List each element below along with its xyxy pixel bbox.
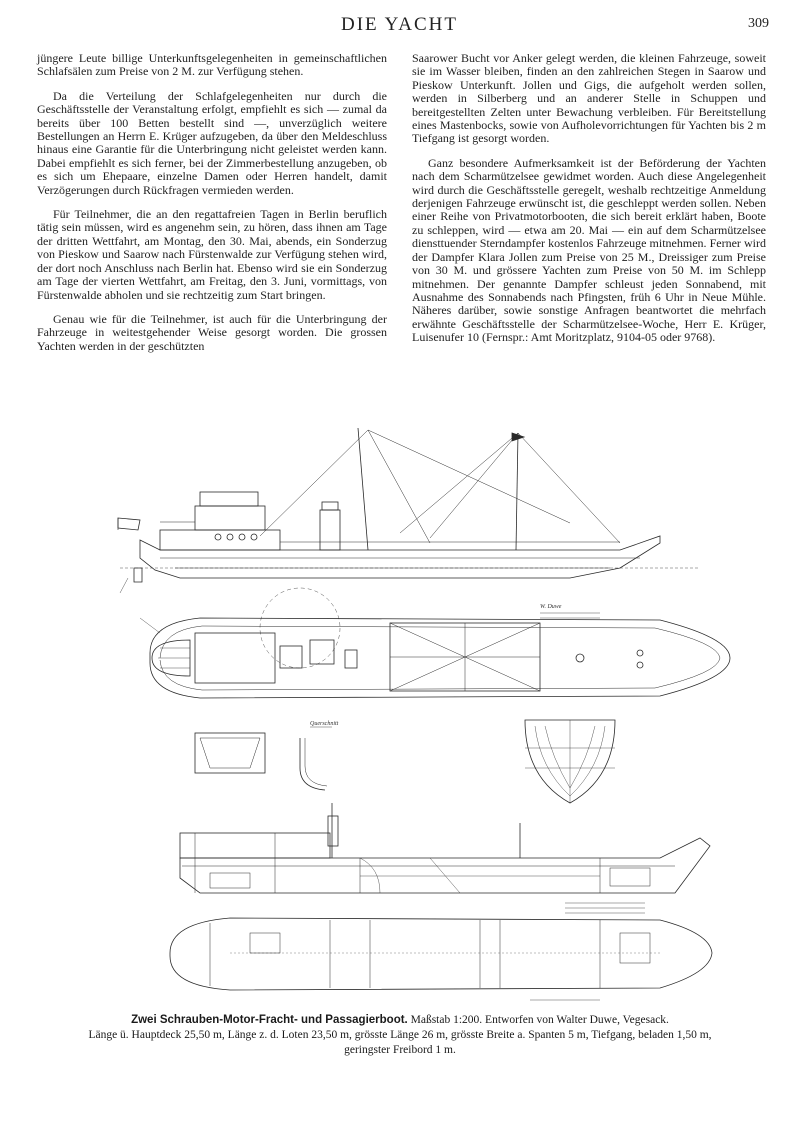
hold-plan-view bbox=[170, 918, 712, 1000]
paragraph: Ganz besondere Aufmerksamkeit ist der Beförderung der Yachten nach dem Scharmützelsee gewidmet worden. Auch diese Angelegenheit wird durch die Geschäftsstelle geregelt, weshalb rechtzeitige Anmeldung derjenigen Fahrzeuge erwünscht ist, die geschleppt werden sollen. Neben einer Reihe von Privatmotorbooten, die sich bereit erklärt haben, Boote zu schleppen, wird — etwa am 20. Mai — ein auf dem Scharmützelsee diensttuender Sterndampfer kostenlos Fahrzeuge mitnehmen. Ferner wird der Dampfer Klara Jollen zum Preise von 25 M., Dreissiger zum Preise von 30 M. und grössere Yachten zum Preise von 50 M. im Schlepp mitnehmen. Der genannte Dampfer schleust jeden Sonnabend, mit Ausnahme des Sonnabends nach Pfingsten, früh 6 Uhr in Neue Mühle. Näheres darüber, sowie sonstige Anfragen beantwortet die mehrfach erwähnte Geschäftsstelle der Scharmützelsee-Woche, Herr E. Krüger, Luisenufer 10 (Fernspr.: Amt Moritzplatz, 9104-05 oder 9768). bbox=[412, 155, 766, 345]
paragraph: Da die Verteilung der Schlafgelegenheiten nur durch die Geschäftsstelle der Veranstaltung erfolgt, empfiehlt es sich — zumal da bereits über 100 Betten bestellt sind —, unverzüglich weitere Bestellungen an Herrn E. Krüger aufzugeben, da über den Meldeschluss hinaus eine Garantie für die Unterbringung nicht geleistet werden kann. Dabei empfiehlt es sich ferner, bei der Zimmerbestellung anzugeben, ob es sich um Ehepaare, einzelne Damen oder Herren handelt, damit Verzögerungen durch Rückfragen vermieden werden. bbox=[37, 88, 387, 197]
figure-caption bbox=[30, 1013, 770, 1058]
caption-scale-author: Maßstab 1:200. Entworfen von Walter Duwe, Vegesack. bbox=[410, 1014, 669, 1026]
page-number: 309 bbox=[748, 16, 769, 31]
caption-title: Zwei Schrauben-Motor-Fracht- und Passagierboot. bbox=[131, 1014, 408, 1026]
paragraph: Für Teilnehmer, die an den regattafreien Tagen in Berlin beruflich tätig sein müssen, wird es angenehm sein, zu hören, dass ihnen am Tage der dritten Wettfahrt, am Montag, den 30. Mai, abends, ein Sonderzug von Pieskow und Saarow nach Fürstenwalde zur Verfügung stehen wird, der dort noch Anschluss nach Berlin hat. Ebenso wird sie ein Sonderzug am Tage der vierten Wettfahrt, am Freitag, den 3. Juni, vormittags, von Fürstenwalde abholen und sie rechtzeitig zum Start bringen. bbox=[37, 207, 387, 302]
ship-technical-drawing bbox=[100, 418, 740, 1003]
drawing-signature: W. Duwe bbox=[540, 604, 562, 610]
detail-sections bbox=[195, 720, 615, 803]
paragraph: jüngere Leute billige Unterkunftsgelegenheiten in gemeinschaftlichen Schlafsälen zum Preise von 2 M. zur Verfügung stehen. bbox=[37, 51, 387, 79]
running-header-title: DIE YACHT bbox=[340, 14, 459, 35]
paragraph: Genau wie für die Teilnehmer, ist auch für die Unterbringung der Fahrzeuge in weitestgehender Weise gesorgt worden. Die grossen Yachten werden in der geschützten bbox=[37, 311, 387, 353]
caption-line-2: Länge ü. Hauptdeck 25,50 m, Länge z. d. Loten 23,50 m, grösste Länge 26 m, grösste Breite a. Spanten 5 m, Tiefgang, beladen 1,50 m, bbox=[88, 1029, 712, 1041]
left-text-column bbox=[37, 52, 387, 364]
detail-label: Querschnitt bbox=[310, 721, 339, 727]
deck-plan-view bbox=[140, 588, 730, 698]
longitudinal-section-view bbox=[180, 803, 710, 913]
caption-line-1 bbox=[30, 1013, 770, 1028]
right-text-column bbox=[412, 52, 766, 356]
paragraph: Saarower Bucht vor Anker gelegt werden, die kleinen Fahrzeuge, soweit sie im Wasser bleiben, finden an den zahlreichen Stegen in Saarow und Pieskow Unterkunft. Jollen und Gigs, die aufgeholt werden sollen, werden in Silberberg und an anderer Stelle in Schuppen und bereitgestellten Zelten unter Bewachung verbleiben. Für Bereitstellung eines Mastenbocks, sowie von Aufholevorrichtungen für Yachten bis 2 m Tiefgang ist gesorgt worden. bbox=[412, 51, 766, 146]
ship-profile-view bbox=[118, 428, 700, 618]
caption-line-3: geringster Freibord 1 m. bbox=[344, 1044, 456, 1056]
